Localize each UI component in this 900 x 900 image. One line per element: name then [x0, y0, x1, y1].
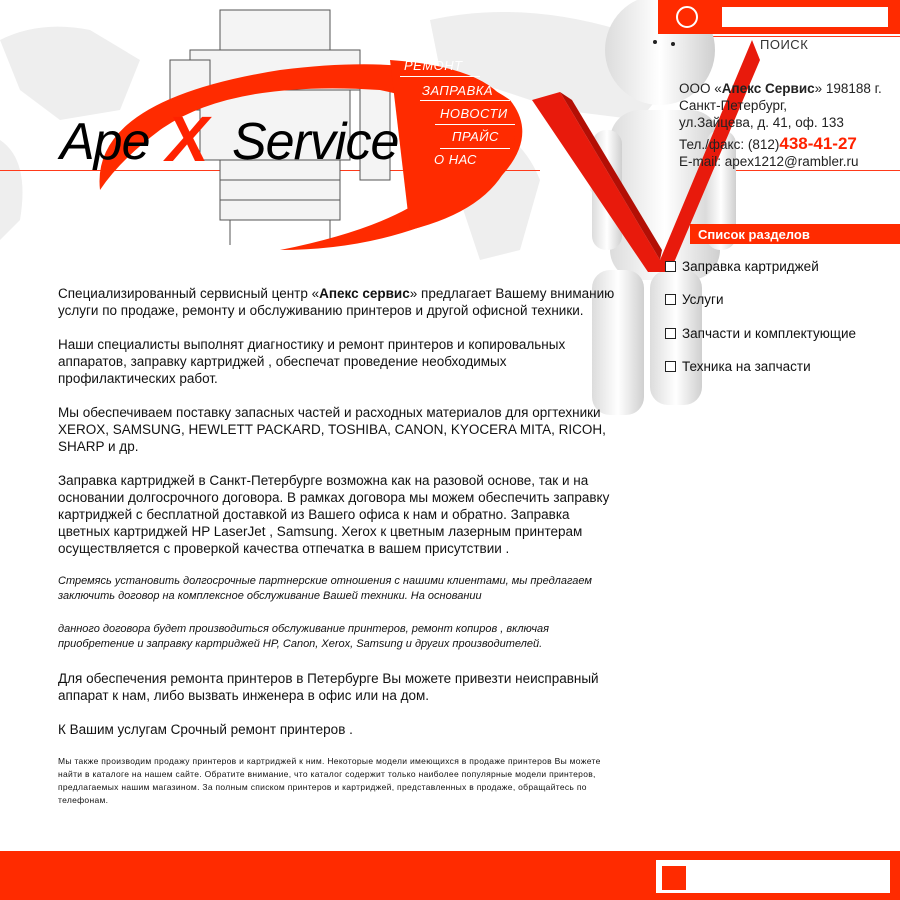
paragraph-specialists: Наши специалисты выполнят диагностику и ремонт принтеров и копировальных аппаратов, заправку картриджей , обеспечат проведение необходимых профилактических работ. [58, 337, 566, 386]
paragraph-supplies: Мы обеспечиваем поставку запасных частей и расходных материалов для оргтехники XEROX, SAMSUNG, HEWLETT PACKARD, TOSHIBA, CANON, KYOCERA MITA, RICOH, SHARP и др. [58, 405, 606, 454]
paragraph-intro: Специализированный сервисный центр «Апекс сервис» предлагает Вашему вниманию услуги по продаже, ремонту и обслуживанию принтеров и другой офисной техники. [58, 286, 615, 318]
phone-line: Тел./факс: (812)438-41-27 [679, 134, 857, 153]
nav-refill[interactable]: ЗАПРАВКА [422, 83, 494, 98]
footer-square-icon [662, 866, 686, 890]
contacts-block [679, 80, 899, 170]
company-line: ООО «Апекс Сервис» 198188 г. Санкт-Петербург, [679, 81, 882, 113]
paragraph-contract: данного договора будет производиться обслуживание принтеров, ремонт копиров , включая приобретение и заправку картриджей HP, Canon, Xerox, Samsung и других производителей. [58, 623, 550, 650]
section-item-parts[interactable]: Запчасти и комплектующие [665, 326, 856, 341]
main-content [58, 285, 618, 824]
checkbox-icon [665, 328, 676, 339]
nav-price[interactable]: ПРАЙС [452, 129, 499, 144]
address: ул.Зайцева, д. 41, оф. 133 [679, 115, 844, 130]
nav-divider [400, 76, 480, 77]
checkbox-icon [665, 294, 676, 305]
logo-x-letter: X [166, 103, 209, 175]
search-icon[interactable] [676, 6, 698, 28]
logo-text: Ape [60, 113, 150, 171]
email[interactable]: E-mail: apex1212@rambler.ru [679, 154, 859, 169]
section-item-cartridge-refill[interactable]: Заправка картриджей [665, 259, 819, 274]
phone-number: 438-41-27 [779, 134, 857, 153]
paragraph-partnership: Стремясь установить долгосрочные партнерские отношения с нашими клиентами, мы предлагаем заключить договор на комплексное обслуживание Вашей техники. На основании [58, 575, 592, 602]
nav-divider [420, 100, 510, 101]
nav-divider [435, 124, 515, 125]
section-item-services[interactable]: Услуги [665, 292, 724, 307]
nav-repair[interactable]: РЕМОНТ [404, 58, 463, 73]
nav-divider [440, 148, 510, 149]
company-name: Апекс Сервис [721, 81, 815, 96]
checkbox-icon [665, 361, 676, 372]
paragraph-urgent: К Вашим услугам Срочный ремонт принтеров . [58, 722, 353, 737]
paragraph-refill: Заправка картриджей в Санкт-Петербурге возможна как на разовой основе, так и на основании долгосрочного договора. В рамках договора мы можем обеспечить заправку картриджей с бесплатной доставкой из Вашего офиса к нам и обратно. Заправка цветных картриджей HP LaserJet , Samsung. Xerox к цветным лазерным принтерам осуществляется с проверкой качества отпечатка в вашем присутствии . [58, 473, 610, 556]
logo-text-service: Service [232, 113, 399, 171]
checkbox-icon [665, 261, 676, 272]
nav-news[interactable]: НОВОСТИ [440, 106, 508, 121]
paragraph-sales: Мы также производим продажу принтеров и картриджей к ним. Некоторые модели имеющихся в продаже принтеров Вы можете найти в каталоге на нашем сайте. Обратите внимание, что каталог содержит только наиболее популярные модели принтеров, предлагаемых нашим магазином. За полным списком принтеров и картриджей, представленных в продаже, обращайтесь по телефонам. [58, 756, 601, 805]
footer-box [656, 860, 890, 893]
search-input[interactable] [722, 7, 888, 27]
sections-title: Список разделов [698, 227, 810, 242]
section-item-equipment-for-parts[interactable]: Техника на запчасти [665, 359, 811, 374]
search-label[interactable]: ПОИСК [760, 37, 809, 52]
nav-about[interactable]: О НАС [434, 152, 477, 167]
paragraph-repair: Для обеспечения ремонта принтеров в Петербурге Вы можете привезти неисправный аппарат к нам, либо вызвать инженера в офис или на дом. [58, 671, 599, 703]
